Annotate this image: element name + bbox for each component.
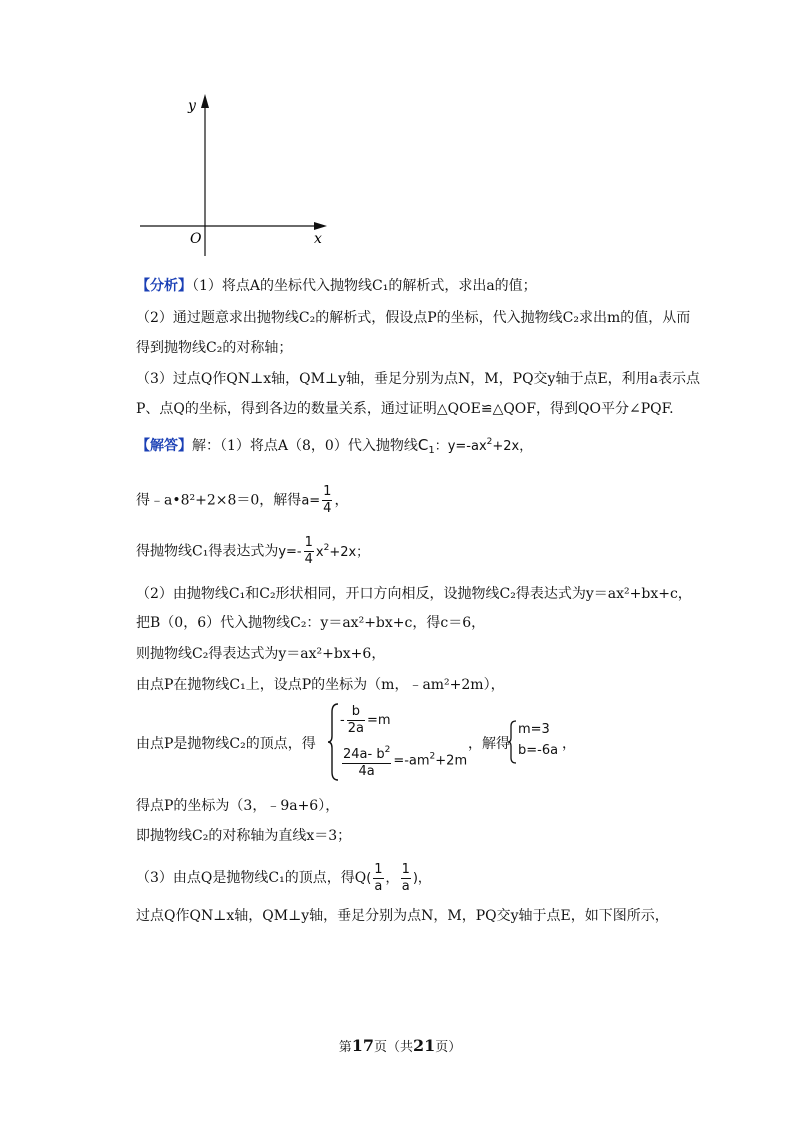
analysis-line-3: 得到抛物线C₂的对称轴； — [136, 340, 293, 356]
system-2-eq-1: m=3 — [518, 722, 550, 737]
answer-line-8-tail: ， — [562, 736, 576, 752]
system-1-brace — [328, 702, 340, 782]
curve-c1: $C_1$ — [417, 436, 435, 456]
answer-line-11 — [136, 862, 431, 895]
answer-l2-text: 得﹣a•8²+2×8＝0，解得 — [136, 492, 302, 509]
answer-line-2 — [136, 484, 348, 517]
answer-line-6: 则抛物线C₂得表达式为y＝ax²+bx+6， — [136, 646, 386, 662]
answer-line-10: 即抛物线C₂的对称轴为直线x＝3； — [136, 828, 352, 844]
l3-x-term: $x^2+2x$； — [315, 542, 370, 560]
point-q-coords: ( $\frac{1}{a}$ ， $\frac{1}{a}$ )， — [366, 862, 431, 894]
fraction-one-quarter: $\frac{1}{4}$ — [323, 484, 332, 516]
answer-line-8-text: 由点P是抛物线C₂的顶点，得 — [136, 736, 316, 752]
page-footer: 第17页（共21页） — [338, 1036, 462, 1055]
answer-line-9: 得点P的坐标为（3，﹣9a+6）， — [136, 798, 340, 814]
analysis-tag: 【分析】 — [136, 278, 192, 294]
answer-l11-text: （3）由点Q是抛物线C₁的顶点，得Q — [136, 870, 367, 886]
l1-equation: ：$y=-ax^2+2x$， — [434, 437, 533, 454]
system-2-brace — [508, 720, 518, 764]
l2-tail: ， — [334, 492, 349, 509]
a-equals: a= — [301, 493, 321, 509]
answer-l1-text: 解：（1）将点A（8，0）代入抛物线 — [192, 438, 418, 454]
analysis-line-4: （3）过点Q作QN⊥x轴，QM⊥y轴，垂足分别为点N，M，PQ交y轴于点E，利用a表示点 — [136, 371, 701, 387]
system-2-eq-2: b=-6a — [518, 743, 559, 758]
y-axis-arrow — [201, 94, 209, 108]
system-1-eq-2: $\frac{24a- b^2}{4a}$ $=-am^2+2m$ — [340, 742, 467, 780]
page-number: 17 — [351, 1036, 374, 1055]
fraction-neg-quarter: $\frac{1}{4}$ — [304, 535, 313, 567]
x-axis-label: x — [314, 231, 322, 247]
answer-line-5: 把B（0，6）代入抛物线C₂：y＝ax²+bx+c，得c＝6， — [136, 615, 486, 631]
answer-tag: 【解答】 — [136, 438, 192, 454]
answer-line-7: 由点P在抛物线C₁上，设点P的坐标为（m，﹣am²+2m）， — [136, 677, 505, 693]
y-axis-label: y — [188, 98, 196, 114]
system-1-eq-1: - $\frac{b}{2a}$ =m — [340, 704, 391, 736]
answer-line-4: （2）由抛物线C₁和C₂形状相同，开口方向相反，设抛物线C₂得表达式为y＝ax²+bx+c， — [136, 586, 692, 602]
analysis-line-1 — [136, 276, 537, 296]
analysis-p1: （1）将点A的坐标代入抛物线C₁的解析式，求出a的值； — [192, 278, 537, 294]
page-total: 21 — [413, 1036, 436, 1055]
analysis-line-2: （2）通过题意求出抛物线C₂的解析式，假设点P的坐标，代入抛物线C₂求出m的值，从而 — [136, 310, 691, 326]
answer-line-8-mid: ，解得 — [468, 736, 510, 752]
x-axis-arrow — [314, 222, 327, 230]
answer-line-3 — [136, 535, 369, 568]
answer-line-12: 过点Q作QN⊥x轴，QM⊥y轴，垂足分别为点N，M，PQ交y轴于点E，如下图所示， — [136, 908, 669, 924]
answer-l3-text: 得抛物线C₁得表达式为 — [136, 543, 279, 560]
coordinate-axes-graph — [0, 0, 800, 270]
analysis-line-5: P、点Q的坐标，得到各边的数量关系，通过证明△QOE≌△QOF，得到QO平分∠PQF. — [136, 401, 674, 417]
l3-y: y=- — [278, 544, 302, 560]
origin-label: O — [190, 231, 202, 247]
answer-line-1 — [136, 432, 532, 461]
